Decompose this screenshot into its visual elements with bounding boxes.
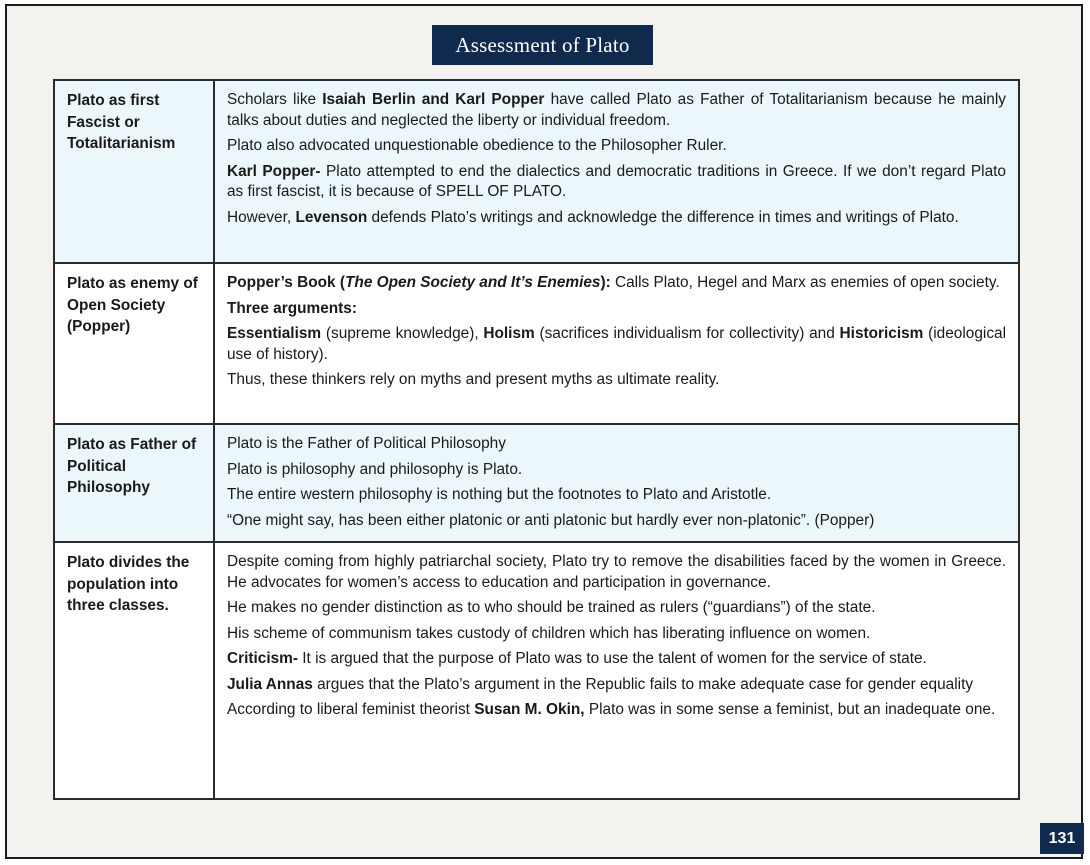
text-segment: (sacrifices individualism for collectivity) and bbox=[534, 325, 840, 342]
paragraph bbox=[227, 624, 1006, 645]
bold-text: Karl Popper- bbox=[227, 162, 321, 180]
page-title: Assessment of Plato bbox=[432, 25, 653, 65]
text-segment: Scholars like bbox=[227, 91, 323, 108]
paragraph bbox=[227, 675, 1006, 696]
paragraph bbox=[227, 299, 1006, 320]
row-content bbox=[214, 263, 1019, 424]
bold-text: ): bbox=[600, 274, 611, 291]
paragraph bbox=[227, 511, 1006, 532]
paragraph bbox=[227, 370, 1006, 391]
bold-text: Julia Annas bbox=[227, 675, 313, 693]
bold-text: Holism bbox=[483, 325, 535, 342]
page-number: 131 bbox=[1040, 823, 1084, 854]
text-segment: However, bbox=[227, 208, 296, 226]
bold-text: Essentialism bbox=[227, 325, 322, 342]
text-segment: It is argued that the purpose of Plato was to use the talent of women for the service of state. bbox=[298, 650, 927, 667]
text-segment: According to liberal feminist theorist bbox=[227, 701, 475, 718]
text-segment: (ideological use of history). bbox=[227, 325, 1006, 363]
text-segment: defends Plato’s writings and acknowledge the difference in times and writings of Plato. bbox=[367, 208, 959, 226]
assessment-table bbox=[53, 79, 1020, 800]
paragraph bbox=[227, 700, 1006, 721]
row-content bbox=[214, 424, 1019, 542]
table-row bbox=[54, 542, 1019, 799]
bold-text: Susan M. Okin, bbox=[474, 701, 585, 718]
paragraph bbox=[227, 162, 1006, 203]
text-segment: Despite coming from highly patriarchal society, Plato try to remove the disabilities faced by the women in Greece. He advocates for women’s access to education and participation in governance. bbox=[227, 553, 1006, 591]
paragraph bbox=[227, 324, 1006, 365]
paragraph bbox=[227, 485, 1006, 506]
paragraph bbox=[227, 208, 1006, 229]
paragraph bbox=[227, 273, 1006, 294]
text-segment: Plato is philosophy and philosophy is Plato. bbox=[227, 460, 523, 478]
table-row bbox=[54, 424, 1019, 542]
bold-text: Popper’s Book ( bbox=[227, 274, 346, 291]
paragraph bbox=[227, 460, 1006, 481]
bold-text: Three arguments: bbox=[227, 299, 357, 317]
row-label: Plato as Father of Political Philosophy bbox=[54, 424, 214, 542]
text-segment: Plato also advocated unquestionable obedience to the Philosopher Ruler. bbox=[227, 137, 727, 154]
text-segment: have called Plato as Father of Totalitarianism because he mainly talks about duties and neglected the liberty or individual freedom. bbox=[227, 91, 1006, 129]
bold-text: Criticism- bbox=[227, 650, 298, 667]
bold-text: Historicism bbox=[839, 325, 924, 342]
row-content bbox=[214, 542, 1019, 799]
paragraph bbox=[227, 136, 1006, 157]
text-segment: Plato is the Father of Political Philosophy bbox=[227, 435, 506, 452]
paragraph bbox=[227, 552, 1006, 593]
text-segment: The entire western philosophy is nothing but the footnotes to Plato and Aristotle. bbox=[227, 486, 772, 503]
paragraph bbox=[227, 90, 1006, 131]
row-label: Plato as enemy of Open Society (Popper) bbox=[54, 263, 214, 424]
paragraph bbox=[227, 598, 1006, 619]
paragraph bbox=[227, 649, 1006, 670]
text-segment: argues that the Plato’s argument in the Republic fails to make adequate case for gender equality bbox=[312, 675, 974, 693]
row-content bbox=[214, 80, 1019, 263]
text-segment: His scheme of communism takes custody of children which has liberating influence on women. bbox=[227, 624, 871, 642]
text-segment: (supreme knowledge), bbox=[321, 325, 484, 342]
row-label: Plato as first Fascist or Totalitarianism bbox=[54, 80, 214, 263]
bold-text: The Open Society and It’s Enemies bbox=[345, 274, 601, 291]
text-segment: Plato attempted to end the dialectics and democratic traditions in Greece. If we don’t regard Plato as first fascist, it is because of SPELL OF PLATO. bbox=[227, 162, 1006, 200]
text-segment: Plato was in some sense a feminist, but an inadequate one. bbox=[584, 701, 996, 718]
text-segment: Calls Plato, Hegel and Marx as enemies of open society. bbox=[610, 274, 1000, 291]
table-row bbox=[54, 263, 1019, 424]
table-row bbox=[54, 80, 1019, 263]
text-segment: He makes no gender distinction as to who should be trained as rulers (“guardians”) of the state. bbox=[227, 599, 876, 616]
row-label: Plato divides the population into three classes. bbox=[54, 542, 214, 799]
bold-text: Levenson bbox=[295, 208, 368, 226]
bold-text: Isaiah Berlin and Karl Popper bbox=[322, 91, 545, 108]
text-segment: “One might say, has been either platonic or anti platonic but hardly ever non-platonic”. (Popper) bbox=[227, 511, 875, 529]
text-segment: Thus, these thinkers rely on myths and present myths as ultimate reality. bbox=[227, 371, 720, 388]
paragraph bbox=[227, 434, 1006, 455]
